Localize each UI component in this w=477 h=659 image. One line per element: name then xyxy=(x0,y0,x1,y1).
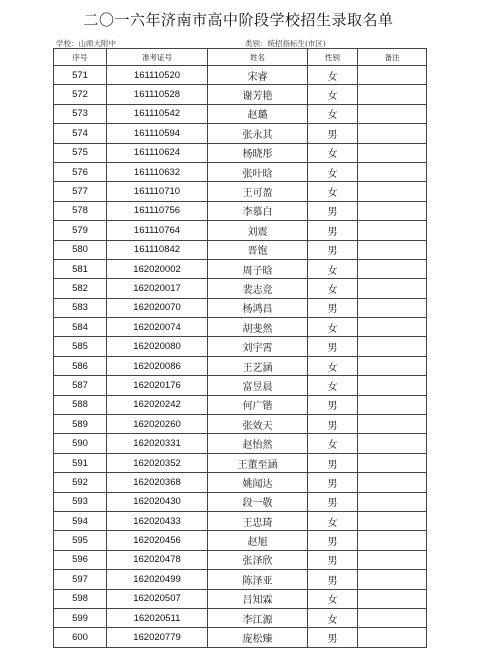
row-number-cell: 600 xyxy=(54,628,107,647)
gender-cell: 女 xyxy=(308,589,358,608)
category-label: 类别：统招指标生(市区) xyxy=(245,39,326,48)
table-row xyxy=(54,85,427,104)
row-number-cell: 571 xyxy=(54,66,107,85)
table-row xyxy=(54,608,427,627)
table-row xyxy=(54,356,427,375)
exam-number-cell: 161110542 xyxy=(107,104,208,123)
table-row xyxy=(54,124,427,143)
row-number-cell: 596 xyxy=(54,550,107,569)
table-row xyxy=(54,66,427,85)
exam-number-cell: 162020511 xyxy=(107,608,208,627)
exam-number-cell: 162020352 xyxy=(107,453,208,472)
student-name-cell: 赵璐 xyxy=(208,104,308,123)
exam-number-cell: 162020779 xyxy=(107,628,208,647)
row-number-cell: 583 xyxy=(54,298,107,317)
column-header-exam-no: 准考证号 xyxy=(107,49,208,66)
row-number-cell: 587 xyxy=(54,376,107,395)
note-cell xyxy=(358,473,427,492)
row-number-cell: 577 xyxy=(54,182,107,201)
table-row xyxy=(54,376,427,395)
student-name-cell: 张效天 xyxy=(208,415,308,434)
gender-cell: 男 xyxy=(308,337,358,356)
student-name-cell: 陈泽亚 xyxy=(208,570,308,589)
note-cell xyxy=(358,259,427,278)
row-number-cell: 579 xyxy=(54,221,107,240)
row-number-cell: 598 xyxy=(54,589,107,608)
exam-number-cell: 162020456 xyxy=(107,531,208,550)
gender-cell: 男 xyxy=(308,473,358,492)
student-name-cell: 段一敬 xyxy=(208,492,308,511)
gender-cell: 男 xyxy=(308,395,358,414)
student-name-cell: 刘宇霄 xyxy=(208,337,308,356)
row-number-cell: 578 xyxy=(54,201,107,220)
note-cell xyxy=(358,162,427,181)
row-number-cell: 576 xyxy=(54,162,107,181)
exam-number-cell: 161110632 xyxy=(107,162,208,181)
row-number-cell: 575 xyxy=(54,143,107,162)
table-row xyxy=(54,298,427,317)
gender-cell: 女 xyxy=(308,279,358,298)
note-cell xyxy=(358,356,427,375)
exam-number-cell: 162020433 xyxy=(107,511,208,530)
gender-cell: 男 xyxy=(308,531,358,550)
note-cell xyxy=(358,143,427,162)
row-number-cell: 597 xyxy=(54,570,107,589)
row-number-cell: 574 xyxy=(54,124,107,143)
gender-cell: 女 xyxy=(308,356,358,375)
student-name-cell: 杨晓彤 xyxy=(208,143,308,162)
page-title: 二〇一六年济南市高中阶段学校招生录取名单 xyxy=(83,11,394,29)
exam-number-cell: 162020080 xyxy=(107,337,208,356)
student-name-cell: 王忠琦 xyxy=(208,511,308,530)
student-name-cell: 宋睿 xyxy=(208,66,308,85)
note-cell xyxy=(358,240,427,259)
table-row xyxy=(54,473,427,492)
row-number-cell: 584 xyxy=(54,318,107,337)
row-number-cell: 585 xyxy=(54,337,107,356)
row-number-cell: 586 xyxy=(54,356,107,375)
row-number-cell: 589 xyxy=(54,415,107,434)
row-number-cell: 581 xyxy=(54,259,107,278)
row-number-cell: 582 xyxy=(54,279,107,298)
gender-cell: 女 xyxy=(308,318,358,337)
student-name-cell: 王可盈 xyxy=(208,182,308,201)
gender-cell: 女 xyxy=(308,608,358,627)
student-name-cell: 王董至涵 xyxy=(208,453,308,472)
gender-cell: 女 xyxy=(308,104,358,123)
row-number-cell: 594 xyxy=(54,511,107,530)
student-name-cell: 赵旭 xyxy=(208,531,308,550)
note-cell xyxy=(358,434,427,453)
note-cell xyxy=(358,608,427,627)
table-body xyxy=(54,66,427,648)
gender-cell: 男 xyxy=(308,240,358,259)
gender-cell: 女 xyxy=(308,259,358,278)
student-name-cell: 李江源 xyxy=(208,608,308,627)
gender-cell: 女 xyxy=(308,511,358,530)
table-row xyxy=(54,395,427,414)
note-cell xyxy=(358,376,427,395)
row-number-cell: 572 xyxy=(54,85,107,104)
note-cell xyxy=(358,628,427,647)
note-cell xyxy=(358,201,427,220)
exam-number-cell: 161110594 xyxy=(107,124,208,143)
row-number-cell: 599 xyxy=(54,608,107,627)
note-cell xyxy=(358,570,427,589)
table-row xyxy=(54,279,427,298)
student-name-cell: 谢芳艳 xyxy=(208,85,308,104)
note-cell xyxy=(358,395,427,414)
exam-number-cell: 162020070 xyxy=(107,298,208,317)
gender-cell: 女 xyxy=(308,85,358,104)
table-row xyxy=(54,221,427,240)
exam-number-cell: 162020430 xyxy=(107,492,208,511)
row-number-cell: 580 xyxy=(54,240,107,259)
exam-number-cell: 162020478 xyxy=(107,550,208,569)
exam-number-cell: 162020499 xyxy=(107,570,208,589)
row-number-cell: 573 xyxy=(54,104,107,123)
gender-cell: 女 xyxy=(308,434,358,453)
table-row xyxy=(54,162,427,181)
note-cell xyxy=(358,104,427,123)
gender-cell: 女 xyxy=(308,182,358,201)
exam-number-cell: 162020331 xyxy=(107,434,208,453)
exam-number-cell: 161110764 xyxy=(107,221,208,240)
note-cell xyxy=(358,531,427,550)
column-header-name: 姓名 xyxy=(208,49,308,66)
exam-number-cell: 161110624 xyxy=(107,143,208,162)
gender-cell: 男 xyxy=(308,492,358,511)
table-row xyxy=(54,531,427,550)
gender-cell: 男 xyxy=(308,201,358,220)
table-row xyxy=(54,589,427,608)
gender-cell: 男 xyxy=(308,628,358,647)
student-name-cell: 周子晗 xyxy=(208,259,308,278)
table-row xyxy=(54,143,427,162)
note-cell xyxy=(358,221,427,240)
student-name-cell: 吕知霖 xyxy=(208,589,308,608)
row-number-cell: 595 xyxy=(54,531,107,550)
note-cell xyxy=(358,298,427,317)
gender-cell: 男 xyxy=(308,570,358,589)
note-cell xyxy=(358,550,427,569)
gender-cell: 男 xyxy=(308,415,358,434)
note-cell xyxy=(358,589,427,608)
gender-cell: 男 xyxy=(308,221,358,240)
student-name-cell: 李慕白 xyxy=(208,201,308,220)
note-cell xyxy=(358,182,427,201)
table-row xyxy=(54,318,427,337)
exam-number-cell: 162020002 xyxy=(107,259,208,278)
gender-cell: 女 xyxy=(308,162,358,181)
table-row xyxy=(54,511,427,530)
student-name-cell: 庞松臻 xyxy=(208,628,308,647)
row-number-cell: 590 xyxy=(54,434,107,453)
table-row xyxy=(54,570,427,589)
exam-number-cell: 162020017 xyxy=(107,279,208,298)
student-name-cell: 张永其 xyxy=(208,124,308,143)
exam-number-cell: 162020507 xyxy=(107,589,208,608)
exam-number-cell: 162020368 xyxy=(107,473,208,492)
exam-number-cell: 161110528 xyxy=(107,85,208,104)
table-row xyxy=(54,628,427,647)
student-name-cell: 刘震 xyxy=(208,221,308,240)
gender-cell: 男 xyxy=(308,298,358,317)
gender-cell: 女 xyxy=(308,376,358,395)
exam-number-cell: 162020260 xyxy=(107,415,208,434)
table-row xyxy=(54,453,427,472)
column-header-no: 序号 xyxy=(54,49,107,66)
table-row xyxy=(54,492,427,511)
student-name-cell: 富昱晨 xyxy=(208,376,308,395)
student-name-cell: 胡斐然 xyxy=(208,318,308,337)
student-name-cell: 裴志竞 xyxy=(208,279,308,298)
gender-cell: 男 xyxy=(308,124,358,143)
exam-number-cell: 161110842 xyxy=(107,240,208,259)
student-name-cell: 张泽欣 xyxy=(208,550,308,569)
exam-number-cell: 162020176 xyxy=(107,376,208,395)
table-row xyxy=(54,104,427,123)
note-cell xyxy=(358,124,427,143)
table-row xyxy=(54,182,427,201)
exam-number-cell: 162020074 xyxy=(107,318,208,337)
table-row xyxy=(54,550,427,569)
exam-number-cell: 161110756 xyxy=(107,201,208,220)
student-name-cell: 张叶晗 xyxy=(208,162,308,181)
gender-cell: 女 xyxy=(308,66,358,85)
exam-number-cell: 162020242 xyxy=(107,395,208,414)
table-header-row xyxy=(54,49,427,66)
row-number-cell: 591 xyxy=(54,453,107,472)
gender-cell: 男 xyxy=(308,550,358,569)
column-header-note: 备注 xyxy=(358,49,427,66)
row-number-cell: 588 xyxy=(54,395,107,414)
note-cell xyxy=(358,453,427,472)
table-row xyxy=(54,415,427,434)
student-name-cell: 王艺涵 xyxy=(208,356,308,375)
table-row xyxy=(54,259,427,278)
row-number-cell: 593 xyxy=(54,492,107,511)
student-name-cell: 何广锴 xyxy=(208,395,308,414)
student-name-cell: 赵怡然 xyxy=(208,434,308,453)
row-number-cell: 592 xyxy=(54,473,107,492)
gender-cell: 男 xyxy=(308,453,358,472)
table-row xyxy=(54,434,427,453)
note-cell xyxy=(358,492,427,511)
table-row xyxy=(54,240,427,259)
admission-table xyxy=(53,48,427,648)
school-label: 学校：山师大附中 xyxy=(56,39,116,48)
note-cell xyxy=(358,511,427,530)
student-name-cell: 晋饱 xyxy=(208,240,308,259)
exam-number-cell: 162020086 xyxy=(107,356,208,375)
exam-number-cell: 161110710 xyxy=(107,182,208,201)
gender-cell: 女 xyxy=(308,143,358,162)
note-cell xyxy=(358,66,427,85)
note-cell xyxy=(358,415,427,434)
student-name-cell: 姚闻达 xyxy=(208,473,308,492)
table-row xyxy=(54,337,427,356)
note-cell xyxy=(358,85,427,104)
table-row xyxy=(54,201,427,220)
note-cell xyxy=(358,279,427,298)
column-header-gender: 性别 xyxy=(308,49,358,66)
exam-number-cell: 161110520 xyxy=(107,66,208,85)
note-cell xyxy=(358,337,427,356)
student-name-cell: 杨鸿昌 xyxy=(208,298,308,317)
note-cell xyxy=(358,318,427,337)
